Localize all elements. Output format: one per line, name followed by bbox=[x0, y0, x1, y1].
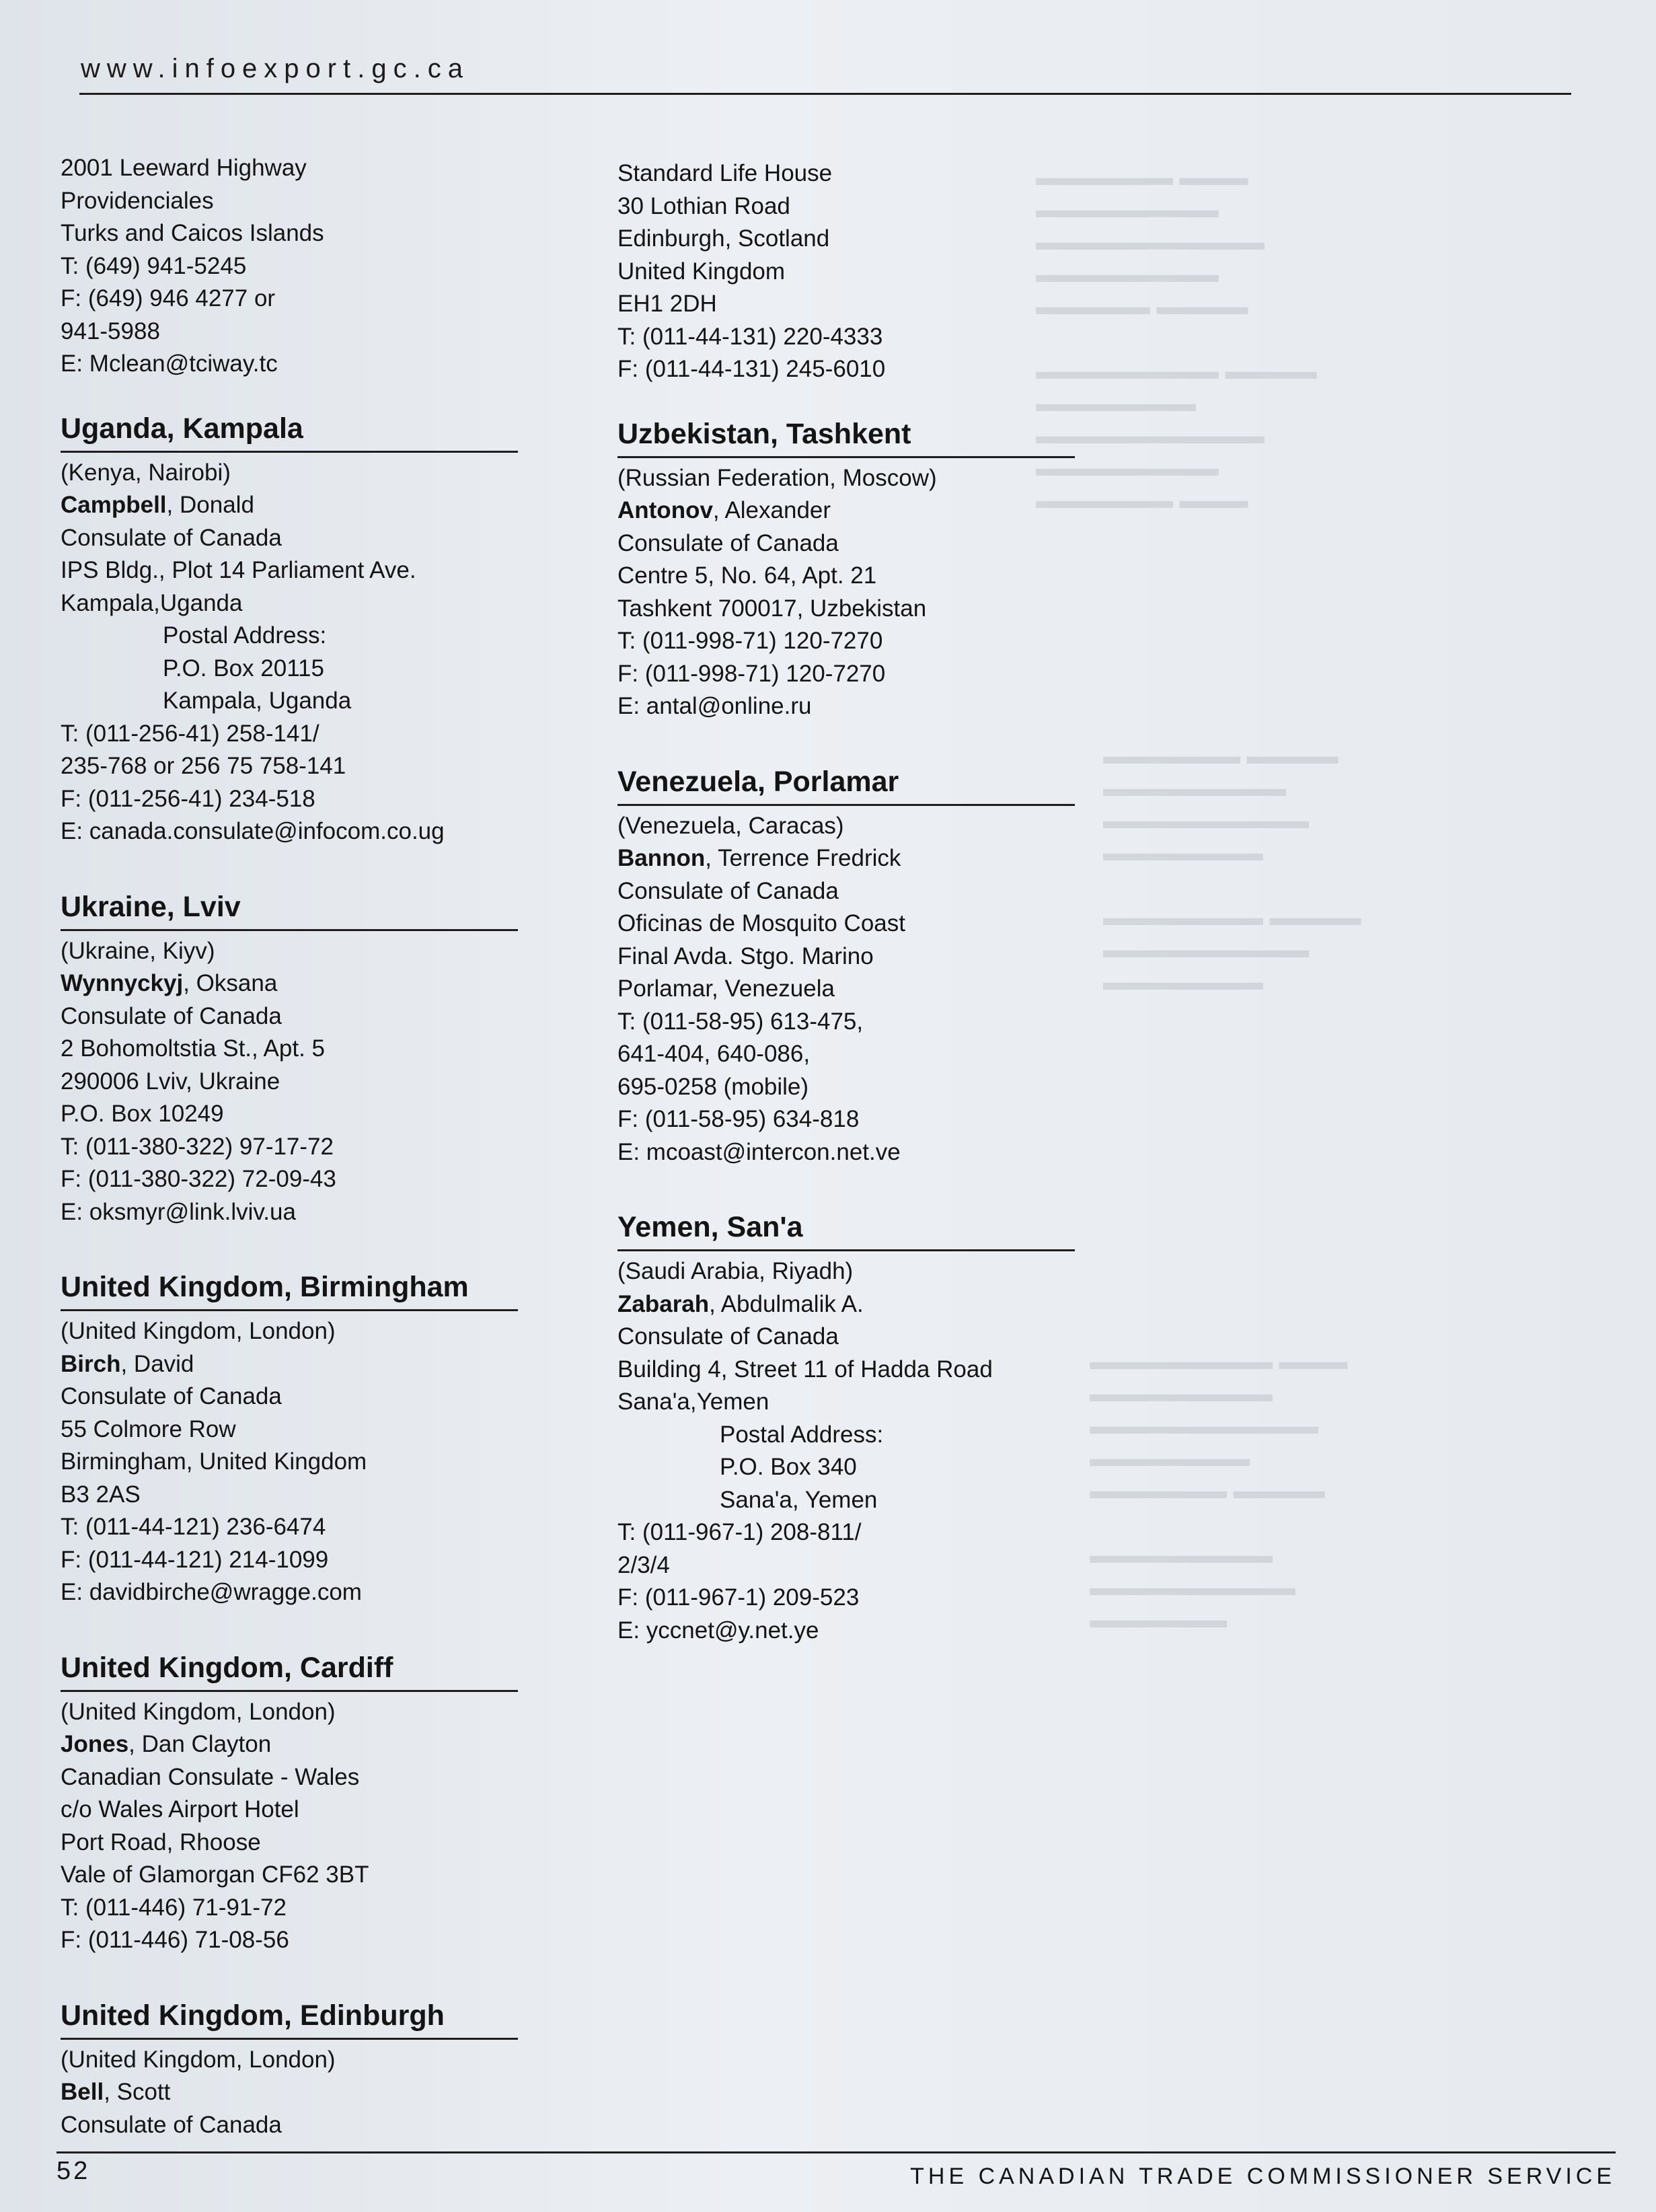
given-name: , David bbox=[120, 1350, 194, 1377]
uk-edinburgh-entry-continued bbox=[617, 157, 1102, 386]
footer-rule bbox=[57, 2151, 1616, 2153]
email-line: E: canada.consulate@infocom.co.ug bbox=[61, 818, 445, 844]
header-url: www.infoexport.gc.ca bbox=[81, 54, 469, 83]
region-line: (United Kingdom, London) bbox=[61, 2046, 336, 2073]
address-line: Final Avda. Stgo. Marino bbox=[617, 943, 874, 969]
phone-line: 235-768 or 256 75 758-141 bbox=[61, 753, 346, 779]
fax-line: F: (011-58-95) 634-818 bbox=[617, 1106, 860, 1132]
phone-line: T: (011-998-71) 120-7270 bbox=[617, 628, 883, 654]
address-line: EH1 2DH bbox=[617, 291, 717, 317]
publication-title: THE CANADIAN TRADE COMMISSIONER SERVICE bbox=[910, 2164, 1616, 2189]
phone-line: 695-0258 (mobile) bbox=[617, 1073, 809, 1100]
surname: Antonov bbox=[617, 497, 713, 523]
email-line: E: mcoast@intercon.net.ve bbox=[617, 1138, 901, 1165]
surname: Jones bbox=[61, 1731, 129, 1757]
address-line: Consulate of Canada bbox=[61, 2111, 282, 2138]
address-line: Consulate of Canada bbox=[61, 1002, 282, 1029]
given-name: , Scott bbox=[104, 2079, 171, 2105]
given-name: , Abdulmalik A. bbox=[709, 1290, 864, 1317]
address-line: Tashkent 700017, Uzbekistan bbox=[617, 595, 927, 622]
phone-line: 641-404, 640-086, bbox=[617, 1041, 811, 1067]
phone-line: T: (011-446) 71-91-72 bbox=[61, 1894, 287, 1921]
uganda-entry bbox=[61, 408, 545, 848]
address-line: Birmingham, United Kingdom bbox=[61, 1448, 367, 1475]
phone-line: T: (011-967-1) 208-811/ bbox=[617, 1519, 862, 1545]
contact-name bbox=[617, 1288, 1102, 1321]
entry-heading: Venezuela, Porlamar bbox=[617, 761, 1075, 806]
fax-line: F: (011-44-121) 214-1099 bbox=[61, 1546, 329, 1573]
address-line: Canadian Consulate - Wales bbox=[61, 1763, 360, 1790]
region-line: (Russian Federation, Moscow) bbox=[617, 464, 937, 491]
address-line: Centre 5, No. 64, Apt. 21 bbox=[617, 562, 877, 589]
uk-cardiff-entry bbox=[61, 1647, 545, 1957]
postal-line: P.O. Box 20115 bbox=[163, 655, 324, 681]
surname: Bannon bbox=[617, 845, 706, 871]
email-line: E: oksmyr@link.lviv.ua bbox=[61, 1198, 296, 1225]
region-line: (Kenya, Nairobi) bbox=[61, 459, 231, 486]
contact-name bbox=[61, 967, 545, 1000]
address-line: Consulate of Canada bbox=[61, 1383, 282, 1409]
address-line: Port Road, Rhoose bbox=[61, 1829, 261, 1855]
address-line: Edinburgh, Scotland bbox=[617, 225, 830, 252]
phone-line: 2/3/4 bbox=[617, 1551, 670, 1578]
address-line: 55 Colmore Row bbox=[61, 1415, 236, 1442]
region-line: (United Kingdom, London) bbox=[61, 1698, 336, 1725]
contact-name bbox=[61, 2076, 545, 2109]
yemen-entry bbox=[617, 1206, 1102, 1647]
left-column bbox=[61, 152, 545, 2179]
entry-heading: Yemen, San'a bbox=[617, 1206, 1075, 1251]
address-line: Consulate of Canada bbox=[617, 529, 839, 556]
contact-name bbox=[617, 842, 1102, 875]
uk-birmingham-entry bbox=[61, 1266, 545, 1609]
uk-edinburgh-entry bbox=[61, 1995, 545, 2142]
fax-line: F: (011-446) 71-08-56 bbox=[61, 1927, 289, 1953]
address-line: Turks and Caicos Islands bbox=[61, 220, 324, 246]
address-line: Consulate of Canada bbox=[617, 877, 839, 904]
email-line: E: Mclean@tciway.tc bbox=[61, 351, 278, 377]
contact-name bbox=[61, 489, 545, 522]
address-line: c/o Wales Airport Hotel bbox=[61, 1796, 299, 1822]
turks-caicos-entry-continued bbox=[61, 152, 545, 381]
fax-line: F: (649) 946 4277 or bbox=[61, 285, 276, 311]
surname: Bell bbox=[61, 2079, 104, 2105]
fax-line: 941-5988 bbox=[61, 318, 160, 344]
entry-heading: United Kingdom, Edinburgh bbox=[61, 1995, 518, 2040]
given-name: , Alexander bbox=[712, 497, 831, 523]
address-line: Kampala,Uganda bbox=[61, 589, 243, 616]
address-line: Sana'a,Yemen bbox=[617, 1389, 769, 1415]
postal-line: Sana'a, Yemen bbox=[720, 1486, 878, 1513]
surname: Zabarah bbox=[617, 1290, 710, 1317]
address-line: Oficinas de Mosquito Coast bbox=[617, 910, 905, 936]
email-line: E: yccnet@y.net.ye bbox=[617, 1617, 819, 1644]
region-line: (Ukraine, Kiyv) bbox=[61, 937, 215, 964]
region-line: (Saudi Arabia, Riyadh) bbox=[617, 1258, 854, 1284]
contact-name bbox=[617, 494, 1102, 527]
fax-line: F: (011-380-322) 72-09-43 bbox=[61, 1166, 336, 1192]
postal-line: Postal Address: bbox=[163, 622, 327, 649]
page-number: 52 bbox=[57, 2157, 91, 2185]
entry-heading: United Kingdom, Cardiff bbox=[61, 1647, 518, 1692]
fax-line: F: (011-998-71) 120-7270 bbox=[617, 660, 886, 687]
entry-heading: Ukraine, Lviv bbox=[61, 886, 518, 931]
header-rule bbox=[79, 93, 1571, 95]
phone-line: T: (649) 941-5245 bbox=[61, 252, 247, 279]
given-name: , Oksana bbox=[183, 970, 278, 996]
surname: Wynnyckyj bbox=[61, 970, 184, 996]
entry-heading: United Kingdom, Birmingham bbox=[61, 1266, 518, 1311]
address-line: 2 Bohomoltstia St., Apt. 5 bbox=[61, 1035, 325, 1062]
address-line: IPS Bldg., Plot 14 Parliament Ave. bbox=[61, 557, 416, 583]
right-column bbox=[617, 157, 1102, 1685]
region-line: (Venezuela, Caracas) bbox=[617, 812, 844, 839]
given-name: , Dan Clayton bbox=[128, 1731, 272, 1757]
address-line: 30 Lothian Road bbox=[617, 192, 790, 219]
address-line: Standard Life House bbox=[617, 160, 833, 186]
contact-name bbox=[61, 1728, 545, 1761]
venezuela-entry bbox=[617, 761, 1102, 1169]
contact-name bbox=[61, 1348, 545, 1381]
fax-line: F: (011-44-131) 245-6010 bbox=[617, 356, 886, 382]
ukraine-entry bbox=[61, 886, 545, 1229]
address-line: P.O. Box 10249 bbox=[61, 1101, 224, 1127]
uzbekistan-entry bbox=[617, 413, 1102, 723]
address-line: Vale of Glamorgan CF62 3BT bbox=[61, 1861, 369, 1888]
postal-line: Kampala, Uganda bbox=[163, 688, 352, 714]
address-line: 290006 Lviv, Ukraine bbox=[61, 1068, 280, 1095]
phone-line: T: (011-44-131) 220-4333 bbox=[617, 323, 883, 350]
entry-heading: Uzbekistan, Tashkent bbox=[617, 413, 1075, 458]
address-line: Building 4, Street 11 of Hadda Road bbox=[617, 1356, 993, 1382]
fax-line: F: (011-967-1) 209-523 bbox=[617, 1584, 860, 1611]
postal-line: Postal Address: bbox=[720, 1421, 884, 1448]
surname: Campbell bbox=[61, 492, 167, 518]
postal-line: P.O. Box 340 bbox=[720, 1454, 857, 1480]
address-line: Consulate of Canada bbox=[61, 524, 282, 551]
phone-line: T: (011-58-95) 613-475, bbox=[617, 1008, 864, 1035]
surname: Birch bbox=[61, 1350, 121, 1377]
address-line: Providenciales bbox=[61, 187, 214, 214]
email-line: E: antal@online.ru bbox=[617, 693, 812, 719]
given-name: , Donald bbox=[166, 492, 254, 518]
phone-line: T: (011-256-41) 258-141/ bbox=[61, 720, 319, 747]
address-line: B3 2AS bbox=[61, 1481, 141, 1508]
given-name: , Terrence Fredrick bbox=[705, 845, 901, 871]
address-line: Porlamar, Venezuela bbox=[617, 975, 835, 1002]
phone-line: T: (011-44-121) 236-6474 bbox=[61, 1514, 326, 1540]
region-line: (United Kingdom, London) bbox=[61, 1318, 336, 1344]
address-line: Consulate of Canada bbox=[617, 1323, 839, 1350]
email-line: E: davidbirche@wragge.com bbox=[61, 1579, 362, 1605]
entry-heading: Uganda, Kampala bbox=[61, 408, 518, 453]
fax-line: F: (011-256-41) 234-518 bbox=[61, 785, 315, 812]
address-line: United Kingdom bbox=[617, 258, 786, 285]
phone-line: T: (011-380-322) 97-17-72 bbox=[61, 1133, 334, 1160]
address-line: 2001 Leeward Highway bbox=[61, 155, 307, 181]
